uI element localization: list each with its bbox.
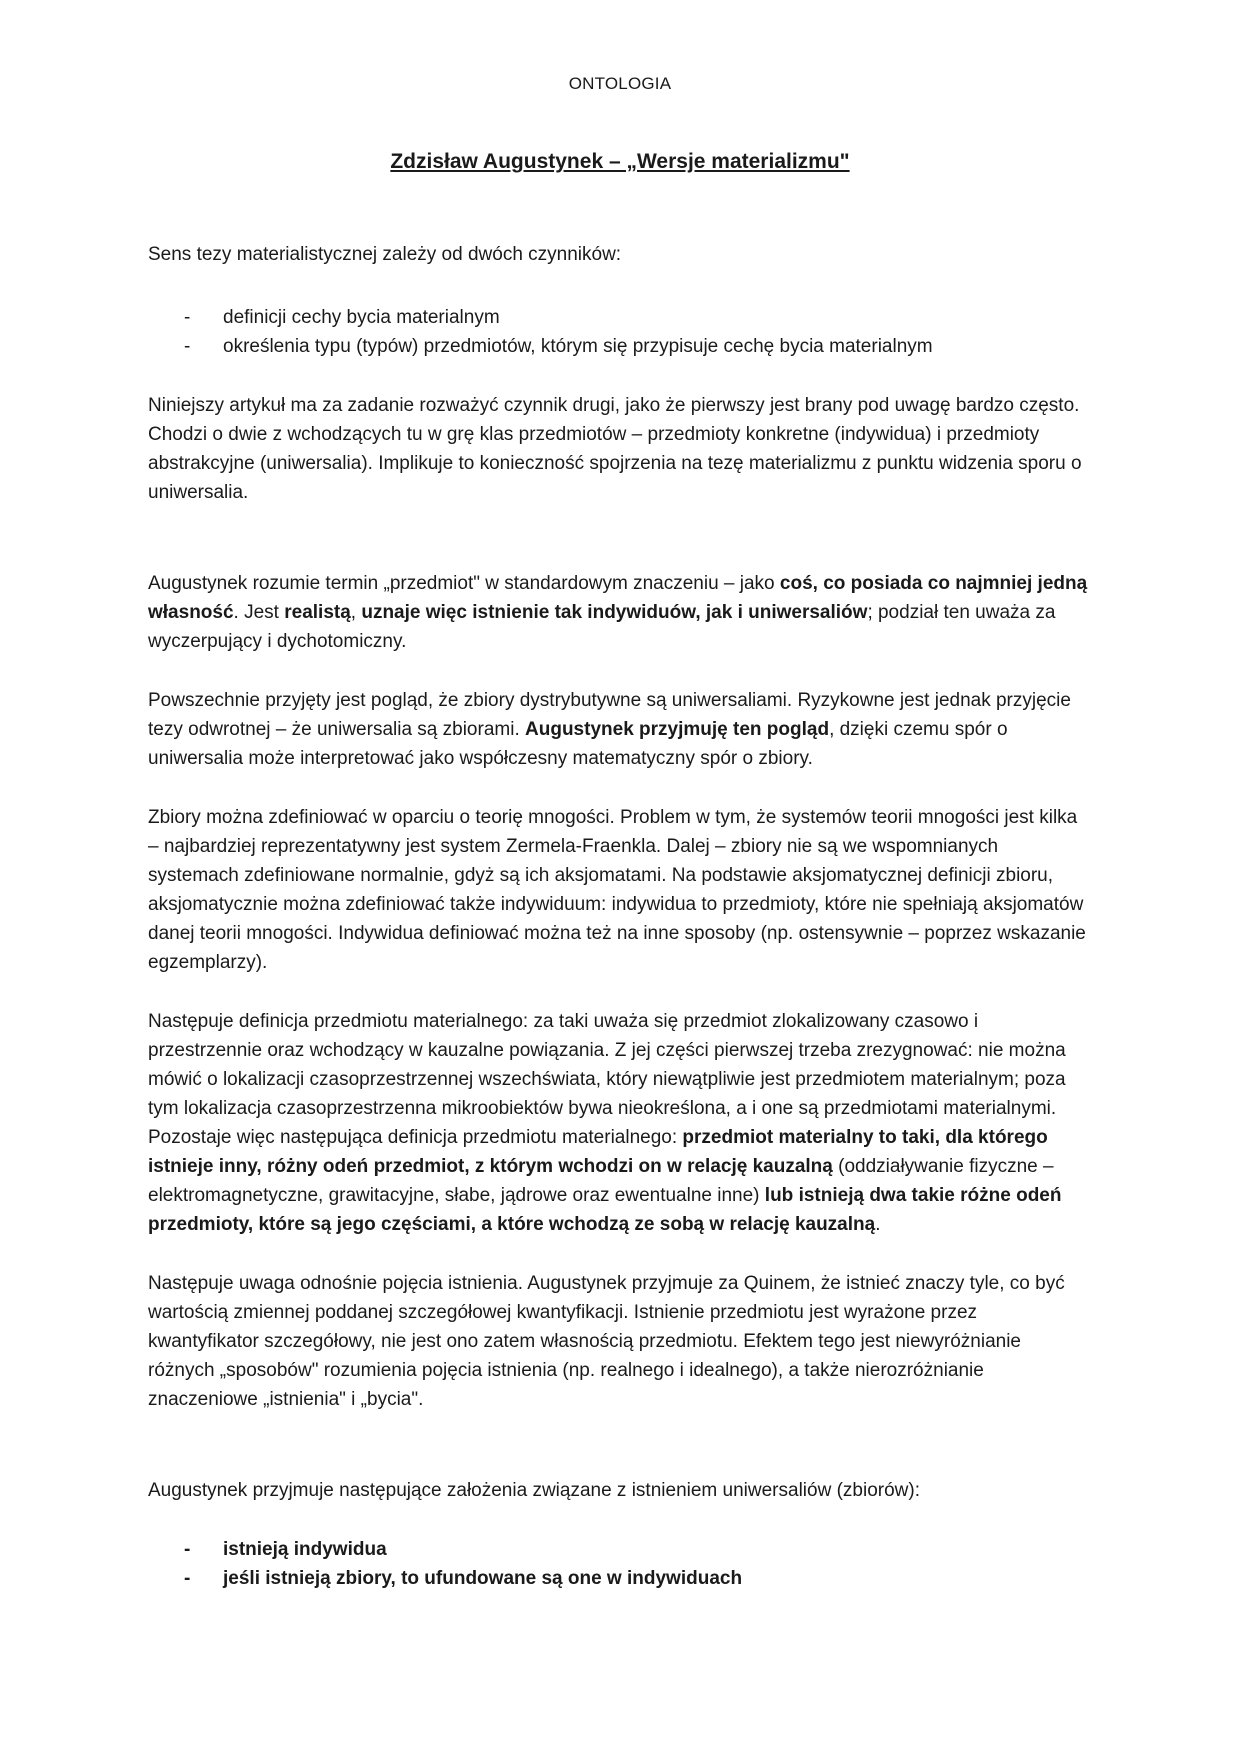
text-span: ; podział ten uważa za wyczerpujący i dychotomiczny. [148, 602, 1056, 652]
paragraph-realism [148, 569, 1088, 656]
paragraph-existence: Następuje uwaga odnośnie pojęcia istnienia. Augustynek przyjmuje za Quinem, że istnieć znaczy tyle, co być wartością zmiennej poddanej szczegółowej kwantyfikacji. Istnienie przedmiotu jest wyrażone przez kwantyfikator szczegółowy, nie jest ono zatem własnością przedmiotu. Efektem tego jest niewyróżnianie różnych „sposobów" rozumienia pojęcia istnienia (np. realnego i idealnego), a także nierozróżnianie znaczeniowe „istnienia" i „bycia". [148, 1273, 1065, 1410]
document-title: Zdzisław Augustynek – „Wersje materializmu" [390, 150, 850, 173]
factors-list [148, 303, 1088, 361]
text-span: . [875, 1214, 881, 1235]
page-header: ONTOLOGIA [568, 74, 672, 93]
text-span: Augustynek rozumie termin „przedmiot" w standardowym znaczeniu – jako [148, 573, 780, 594]
text-span: . Jest [233, 602, 285, 623]
list-item-text: istnieją indywidua [223, 1539, 387, 1560]
list-item [148, 332, 1088, 361]
list-item [148, 1564, 1088, 1593]
paragraph-material-object [148, 1007, 1088, 1239]
paragraph-scope: Niniejszy artykuł ma za zadanie rozważyć czynnik drugi, jako że pierwszy jest brany pod uwagę bardzo często. Chodzi o dwie z wchodzących tu w grę klas przedmiotów – przedmioty konkretne (indywidua) i przedmioty abstrakcyjne (uniwersalia). Implikuje to konieczność spojrzenia na tezę materializmu z punktu widzenia sporu o uniwersalia. [148, 395, 1082, 503]
assumptions-list [148, 1535, 1088, 1593]
bold-span: coś, co posiada co najmniej jedną własność [148, 573, 1088, 623]
text-span: Następuje definicja przedmiotu materialnego: za taki uważa się przedmiot zlokalizowany czasowo i przestrzennie oraz wchodzący w kauzalne powiązania. Z jej części pierwszej trzeba zrezygnować: nie można mówić o lokalizacji czasoprzestrzennej wszechświata, który niewątpliwie jest przedmiotem materialnym; poza tym lokalizacja czasoprzestrzenna mikroobiektów bywa nieokreślona, a i one są przedmiotami materialnymi. Pozostaje więc następująca definicja przedmiotu materialnego: [148, 1011, 1066, 1148]
paragraph-assumptions-intro: Augustynek przyjmuje następujące założenia związane z istnieniem uniwersaliów (zbiorów): [148, 1480, 920, 1501]
bold-span: uznaje więc istnienie tak indywiduów, jak i uniwersaliów [361, 602, 868, 623]
bullet-dash: - [184, 307, 191, 328]
document-body [148, 240, 1088, 1593]
text-span: , [350, 602, 362, 623]
list-item-text: definicji cechy bycia materialnym [223, 307, 500, 328]
text-span: Powszechnie przyjęty jest pogląd, że zbiory dystrybutywne są uniwersaliami. Ryzykowne jest jednak przyjęcie tezy odwrotnej – że uniwersalia są zbiorami. [148, 690, 1071, 740]
paragraph-set-theory: Zbiory można zdefiniować w oparciu o teorię mnogości. Problem w tym, że systemów teorii mnogości jest kilka – najbardziej reprezentatywny jest system Zermela-Fraenkla. Dalej – zbiory nie są we wspomnianych systemach zdefiniowane normalnie, gdyż są ich aksjomatami. Na podstawie aksjomatycznej definicji zbioru, aksjomatycznie można zdefiniować także indywiduum: indywidua to przedmioty, które nie spełniają aksjomatów danej teorii mnogości. Indywidua definiować można też na inne sposoby (np. ostensywnie – poprzez wskazanie egzemplarzy). [148, 807, 1086, 973]
text-span: (oddziaływanie fizyczne – elektromagnetyczne, grawitacyjne, słabe, jądrowe oraz ewentualne inne) [148, 1156, 1054, 1206]
bold-span: realistą [284, 602, 351, 623]
list-item [148, 303, 1088, 332]
paragraph-sets-universals [148, 686, 1088, 773]
bullet-dash: - [184, 1568, 191, 1589]
bullet-dash: - [184, 336, 191, 357]
bold-span: przedmiot materialny to taki, dla którego istnieje inny, różny odeń przedmiot, z którym wchodzi on w relację kauzalną [148, 1127, 1048, 1177]
bold-span: Augustynek przyjmuję ten pogląd [525, 719, 830, 740]
bullet-dash: - [184, 1539, 191, 1560]
list-item [148, 1535, 1088, 1564]
list-item-text: jeśli istnieją zbiory, to ufundowane są one w indywiduach [223, 1568, 743, 1589]
text-span: , dzięki czemu spór o uniwersalia może interpretować jako współczesny matematyczny spór o zbiory. [148, 719, 1008, 769]
intro-paragraph: Sens tezy materialistycznej zależy od dwóch czynników: [148, 244, 622, 265]
list-item-text: określenia typu (typów) przedmiotów, którym się przypisuje cechę bycia materialnym [223, 336, 933, 357]
bold-span: lub istnieją dwa takie różne odeń przedmioty, które są jego częściami, a które wchodzą ze sobą w relację kauzalną [148, 1185, 1062, 1235]
